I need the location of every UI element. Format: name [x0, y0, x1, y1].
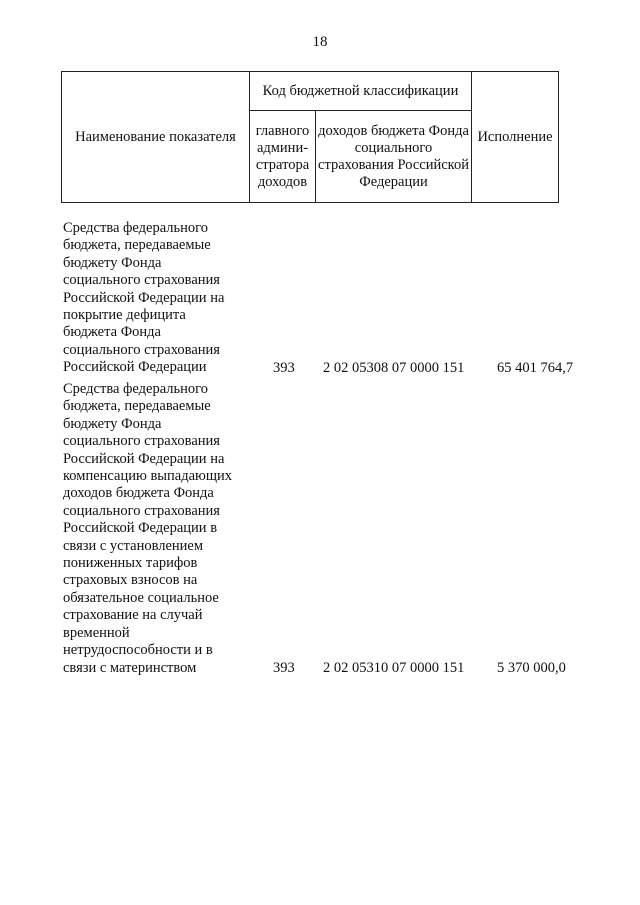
table-row	[61, 381, 591, 677]
page-number: 18	[312, 34, 328, 50]
header-code-group: Код бюджетной классификации	[250, 72, 472, 111]
header-admin: главного админи-стратора доходов	[250, 111, 316, 203]
row-admin-code: 393	[273, 359, 295, 376]
table-row	[61, 220, 591, 377]
table-header	[61, 71, 559, 203]
row-name: Средства федерального бюджета, передаваемые бюджету Фонда социального страхования Российской Федерации на покрытие дефицита бюджета Фонда социального страхования Российской Федерации	[63, 220, 225, 376]
row-income-code: 2 02 05308 07 0000 151	[323, 359, 465, 376]
row-name: Средства федерального бюджета, передаваемые бюджету Фонда социального страхования Российской Федерации на компенсацию выпадающих доходов бюджета Фонда социального страхования Российской Федерации в связи с установлением пониженных тарифов страховых взносов на обязательное социальное страхование на случай временной нетрудоспособности и в связи с материнством	[63, 381, 233, 676]
row-execution: 5 370 000,0	[497, 659, 566, 676]
header-income: доходов бюджета Фонда социального страхования Российской Федерации	[316, 111, 472, 203]
row-admin-code: 393	[273, 659, 295, 676]
row-execution: 65 401 764,7	[497, 359, 574, 376]
row-income-code: 2 02 05310 07 0000 151	[323, 659, 465, 676]
header-name: Наименование показателя	[62, 72, 250, 203]
header-execution: Исполнение	[472, 72, 559, 203]
